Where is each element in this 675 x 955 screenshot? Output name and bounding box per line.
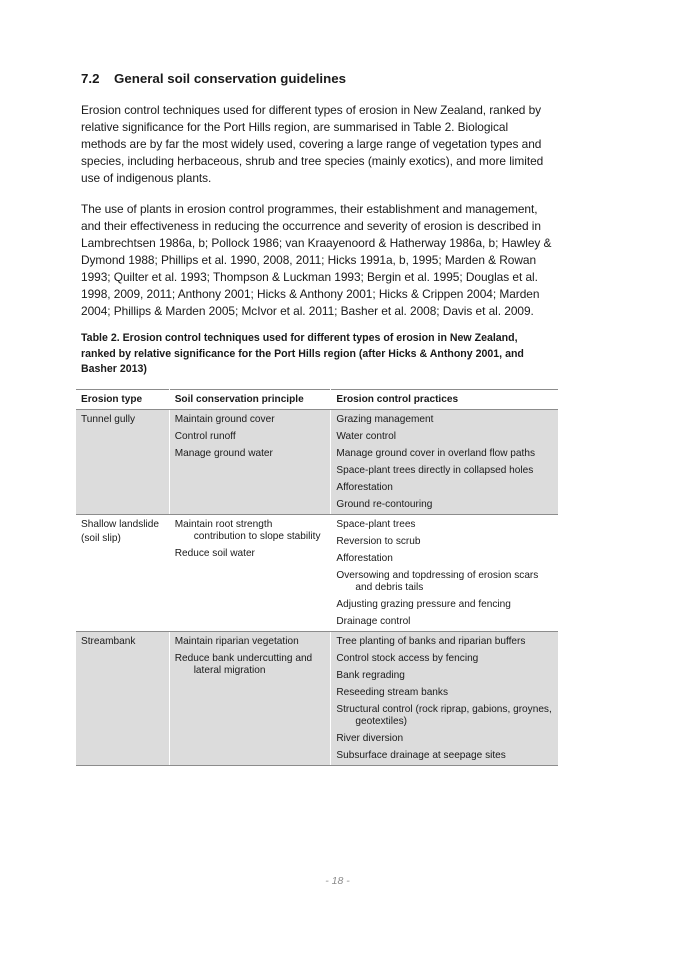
practices-cell [331, 632, 558, 766]
section-heading [81, 71, 346, 86]
principle-cell [169, 410, 331, 515]
practice-text: Drainage control [336, 616, 411, 627]
erosion-type-cell [76, 410, 169, 515]
intro-paragraph [81, 102, 561, 187]
paragraph-line: species, including herbaceous, shrub and tree species (mainly exotics), and more limited [81, 154, 544, 168]
practice-text: Grazing management [336, 414, 434, 425]
section-title: General soil conservation guidelines [114, 71, 347, 86]
principle-text: Reduce bank undercutting and lateral migration [174, 653, 313, 676]
table-header-row [76, 390, 558, 410]
header-soil-conservation-principle: Soil conservation principle [169, 390, 331, 410]
table-row [76, 632, 558, 766]
practice-text: Subsurface drainage at seepage sites [336, 750, 506, 761]
erosion-type-text: Tunnel gully [81, 414, 136, 425]
paragraph-line: 2004; Phillips & Marden 2005; McIvor et al. 2011; Basher et al. 2008; Davis et al. 2009. [81, 304, 534, 318]
header-erosion-control-practices: Erosion control practices [331, 390, 558, 410]
paragraph-line: use of indigenous plants. [81, 171, 212, 185]
principle-text: Manage ground water [174, 448, 273, 459]
paragraph-line: Dymond 1988; Phillips et al. 1990, 2008, 2011; Hicks 1991a, b, 1995; Marden & Rowan [81, 253, 537, 267]
erosion-type-text: (soil slip) [81, 533, 121, 544]
header-erosion-type: Erosion type [76, 390, 169, 410]
practice-text: Adjusting grazing pressure and fencing [336, 599, 511, 610]
table-row [76, 515, 558, 632]
practice-text: Oversowing and topdressing of erosion scars and debris tails [336, 570, 539, 593]
table-row [76, 410, 558, 515]
practice-text: Tree planting of banks and riparian buffers [336, 636, 526, 647]
principle-text: Reduce soil water [174, 548, 255, 559]
principle-text: Maintain root strength contribution to slope stability [174, 519, 321, 542]
practice-text: Afforestation [336, 482, 393, 493]
erosion-type-cell [76, 515, 169, 632]
practice-text: Ground re-contouring [336, 499, 433, 510]
erosion-type-text: Shallow landslide [81, 519, 159, 530]
paragraph-line: 1993; Quilter et al. 1993; Thompson & Luckman 1993; Bergin et al. 1995; Douglas et al. [81, 270, 538, 284]
paragraph-line: methods are by far the most widely used, covering a large range of vegetation types and [81, 137, 542, 151]
practice-text: Control stock access by fencing [336, 653, 479, 664]
references-paragraph [81, 201, 561, 320]
practices-cell [331, 515, 558, 632]
principle-text: Maintain ground cover [174, 414, 275, 425]
practice-text: Space-plant trees [336, 519, 416, 530]
practice-text: Bank regrading [336, 670, 405, 681]
principle-text: Control runoff [174, 431, 236, 442]
paragraph-line: and their effectiveness in reducing the occurrence and severity of erosion is described in [81, 219, 541, 233]
practice-text: Manage ground cover in overland flow paths [336, 448, 535, 459]
practices-cell [331, 410, 558, 515]
caption-line: ranked by relative significance for the Port Hills region (after Hicks & Anthony 2001, and [81, 347, 524, 360]
practice-text: River diversion [336, 733, 404, 744]
principle-text: Maintain riparian vegetation [174, 636, 299, 647]
practice-text: Reversion to scrub [336, 536, 421, 547]
paragraph-line: The use of plants in erosion control programmes, their establishment and management, [81, 202, 538, 216]
section-number: 7.2 [81, 71, 100, 86]
erosion-control-table [76, 389, 558, 766]
practice-text: Afforestation [336, 553, 393, 564]
paragraph-line: Lambrechtsen 1986a, b; Pollock 1986; van Kraayenoord & Hatherway 1986a, b; Hawley & [81, 236, 552, 250]
paragraph-line: relative significance for the Port Hills region, are summarised in Table 2. Biological [81, 120, 509, 134]
practice-text: Space-plant trees directly in collapsed holes [336, 465, 534, 476]
practice-text: Structural control (rock riprap, gabions, groynes, geotextiles) [336, 704, 552, 727]
practice-text: Reseeding stream banks [336, 687, 449, 698]
erosion-type-cell [76, 632, 169, 766]
principle-cell [169, 515, 331, 632]
principle-cell [169, 632, 331, 766]
practice-text: Water control [336, 431, 397, 442]
erosion-type-text: Streambank [81, 636, 136, 647]
page-number: - 18 - [325, 875, 350, 887]
caption-line: Basher 2013) [81, 363, 147, 375]
paragraph-line: Erosion control techniques used for different types of erosion in New Zealand, ranked by [81, 103, 542, 117]
paragraph-line: 1998, 2009, 2011; Anthony 2001; Hicks & Anthony 2001; Hicks & Crippen 2004; Marden [81, 287, 540, 301]
caption-line: Table 2. Erosion control techniques used for different types of erosion in New Zealand, [81, 332, 518, 344]
table-caption [81, 331, 561, 378]
